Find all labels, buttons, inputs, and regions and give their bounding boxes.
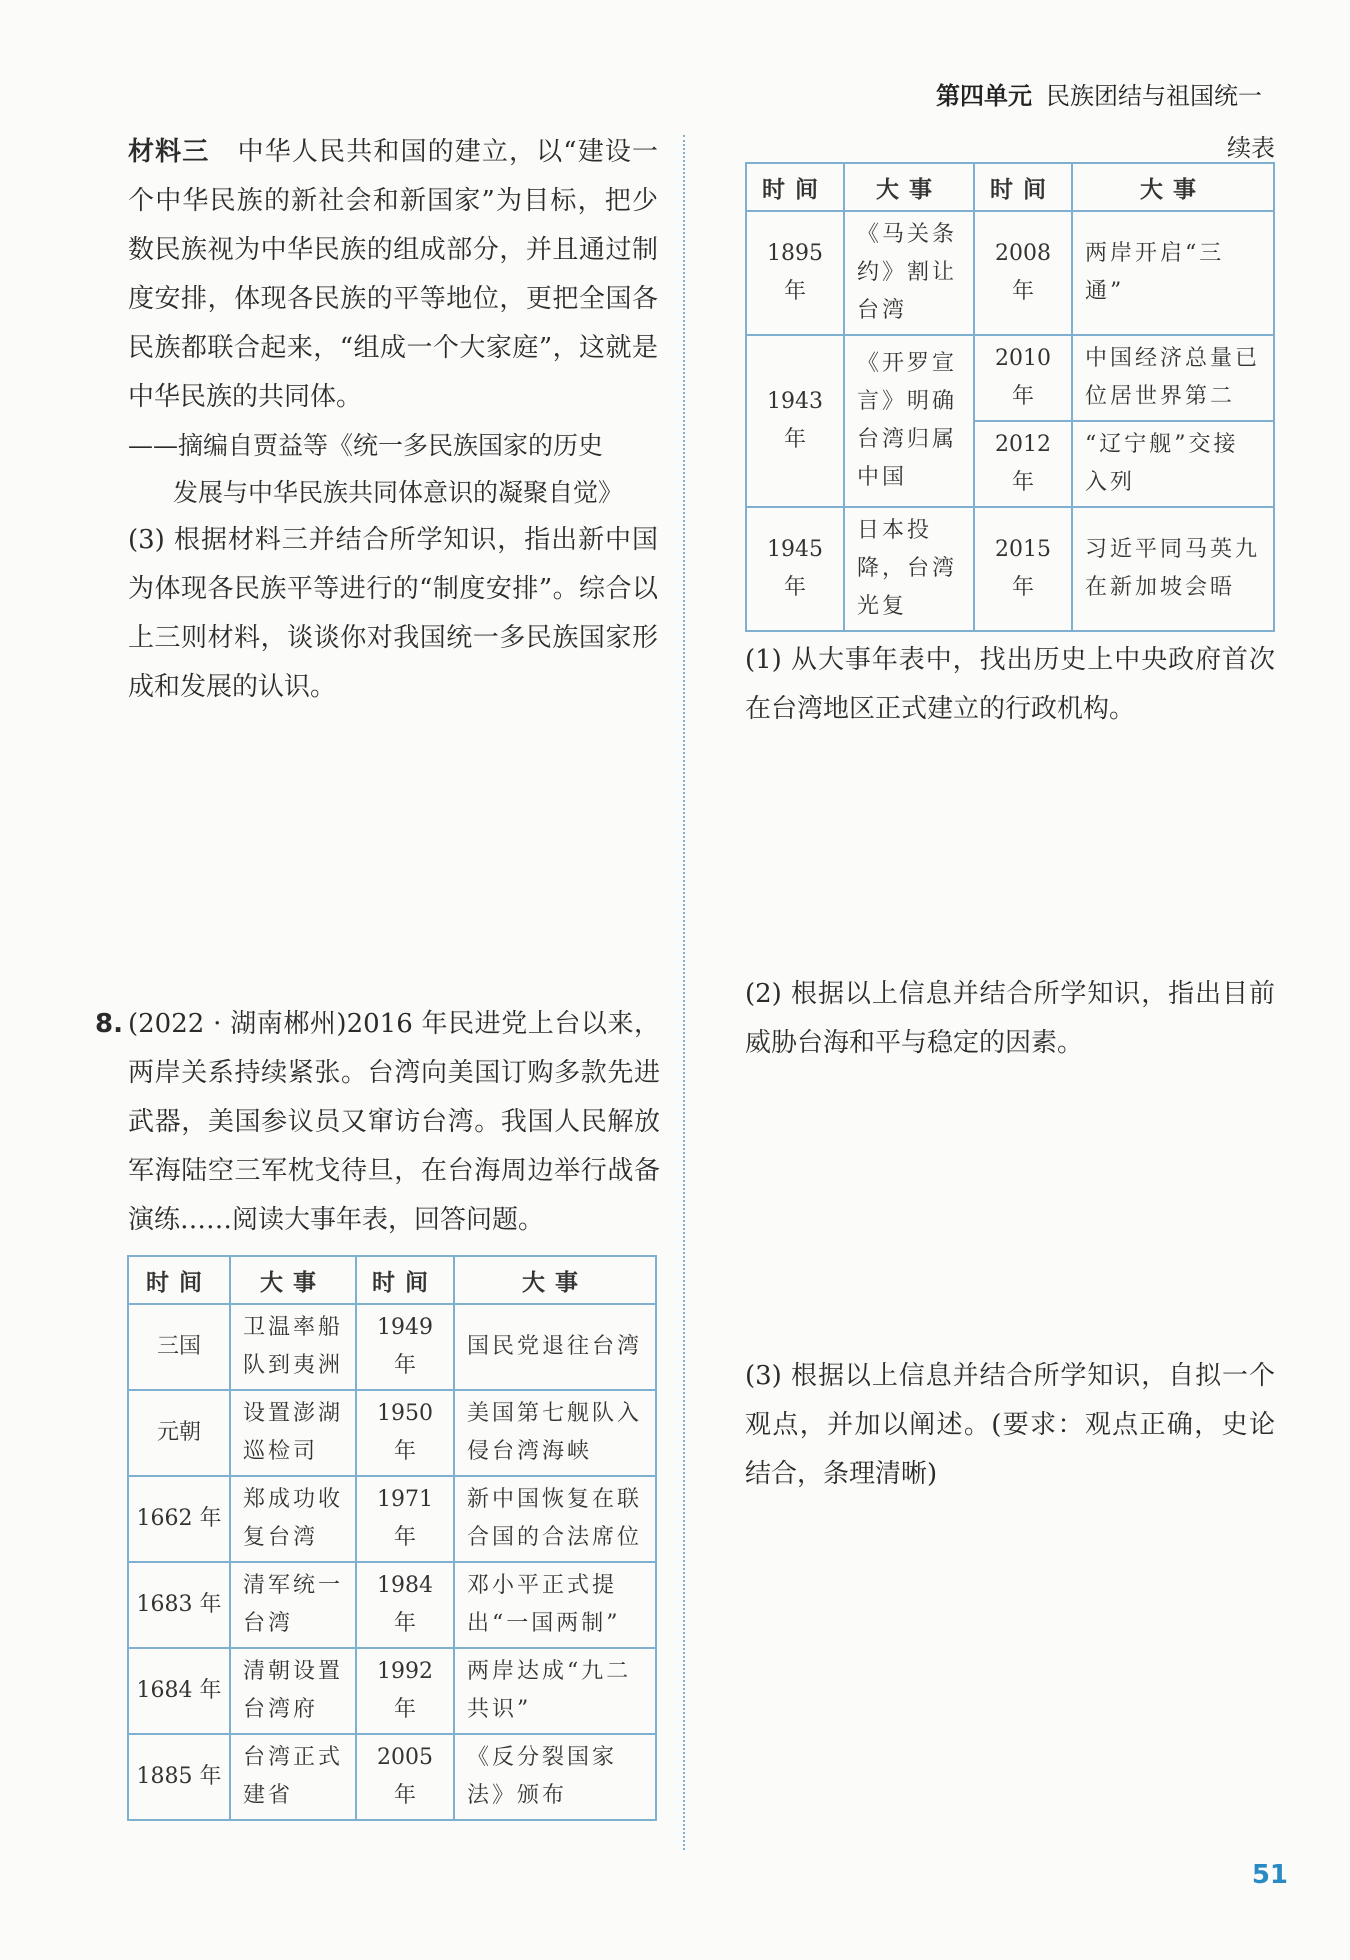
event-cell: 国民党退往台湾 [454,1304,656,1390]
event-cell: 郑成功收复台湾 [230,1476,356,1562]
time-cell: 三国 [128,1304,230,1390]
header-time: 时间 [974,163,1072,211]
material-label: 材料三 [128,137,210,167]
material-source [128,422,658,516]
table-row [746,211,1274,335]
header-event: 大事 [230,1256,356,1304]
time-cell: 1984 年 [356,1562,454,1648]
event-cell: 习近平同马英九在新加坡会晤 [1072,507,1274,631]
event-cell: 邓小平正式提出“一国两制” [454,1562,656,1648]
event-cell: 台湾正式建省 [230,1734,356,1820]
event-cell: 设置澎湖巡检司 [230,1390,356,1476]
time-cell: 1949 年 [356,1304,454,1390]
time-cell: 1971 年 [356,1476,454,1562]
event-cell: 《反分裂国家法》颁布 [454,1734,656,1820]
material-three [128,128,658,422]
event-cell: 中国经济总量已位居世界第二 [1072,335,1274,421]
question-8-text: (2022 · 湖南郴州)2016 年民进党上台以来，两岸关系持续紧张。台湾向美国订购多款先进武器，美国参议员又窜访台湾。我国人民解放军海陆空三军枕戈待旦，在台海周边举行战备演练……阅读大事年表，回答问题。 [128,1009,660,1235]
header-event: 大事 [454,1256,656,1304]
events-table-continued [745,162,1275,632]
event-cell: 两岸达成“九二共识” [454,1648,656,1734]
question-8-3: (3) 根据以上信息并结合所学知识，自拟一个观点，并加以阐述。(要求：观点正确，史论结合，条理清晰) [745,1361,1275,1489]
time-cell: 1662 年 [128,1476,230,1562]
question-3-left: (3) 根据材料三并结合所学知识，指出新中国为体现各民族平等进行的“制度安排”。综合以上三则材料，谈谈你对我国统一多民族国家形成和发展的认识。 [128,525,658,702]
continued-label: 续表 [1227,134,1275,162]
page-number: 51 [1251,1860,1288,1890]
header-time: 时间 [356,1256,454,1304]
time-cell: 2012 年 [974,421,1072,507]
left-column [128,128,658,712]
time-cell: 1684 年 [128,1648,230,1734]
table-row [746,507,1274,631]
event-cell: 新中国恢复在联合国的合法席位 [454,1476,656,1562]
question-8-2: (2) 根据以上信息并结合所学知识，指出目前威胁台海和平与稳定的因素。 [745,979,1275,1058]
material-text: 中华人民共和国的建立，以“建设一个中华民族的新社会和新国家”为目标，把少数民族视为中华民族的组成部分，并且通过制度安排，体现各民族的平等地位，更把全国各民族都联合起来，“组成一个大家庭”，这就是中华民族的共同体。 [128,137,658,412]
table-row [128,1304,656,1390]
table-header-row [128,1256,656,1304]
event-cell: 卫温率船队到夷洲 [230,1304,356,1390]
question-8-1: (1) 从大事年表中，找出历史上中央政府首次在台湾地区正式建立的行政机构。 [745,645,1275,724]
time-cell: 1943 年 [746,335,844,507]
unit-title: 第四单元 [936,82,1032,110]
event-cell: 两岸开启“三通” [1072,211,1274,335]
event-cell: 美国第七舰队入侵台湾海峡 [454,1390,656,1476]
event-cell: 《开罗宣言》明确台湾归属中国 [844,335,974,507]
table-row [128,1562,656,1648]
event-cell: 日本投降，台湾光复 [844,507,974,631]
question-number: 8. [95,1009,123,1039]
table-row [128,1734,656,1820]
time-cell: 2008 年 [974,211,1072,335]
time-cell: 1895 年 [746,211,844,335]
event-cell: “辽宁舰”交接入列 [1072,421,1274,507]
event-cell: 清朝设置台湾府 [230,1648,356,1734]
table-row [128,1476,656,1562]
running-header [936,76,1276,111]
question-8 [95,1000,660,1245]
table-row [128,1390,656,1476]
time-cell: 1885 年 [128,1734,230,1820]
time-cell: 1945 年 [746,507,844,631]
event-cell: 清军统一台湾 [230,1562,356,1648]
time-cell: 2015 年 [974,507,1072,631]
time-cell: 2005 年 [356,1734,454,1820]
time-cell: 1992 年 [356,1648,454,1734]
header-time: 时间 [746,163,844,211]
table-row [128,1648,656,1734]
time-cell: 1950 年 [356,1390,454,1476]
event-cell: 《马关条约》割让台湾 [844,211,974,335]
header-time: 时间 [128,1256,230,1304]
table-row [746,335,1274,421]
source-line-1: ——摘编自贾益等《统一多民族国家的历史 [128,431,604,460]
time-cell: 元朝 [128,1390,230,1476]
table-header-row [746,163,1274,211]
unit-topic: 民族团结与祖国统一 [1046,82,1262,110]
source-line-2: 发展与中华民族共同体意识的凝聚自觉》 [173,478,624,507]
column-divider [683,135,685,1850]
time-cell: 1683 年 [128,1562,230,1648]
header-event: 大事 [844,163,974,211]
events-table [127,1255,657,1821]
header-event: 大事 [1072,163,1274,211]
time-cell: 2010 年 [974,335,1072,421]
